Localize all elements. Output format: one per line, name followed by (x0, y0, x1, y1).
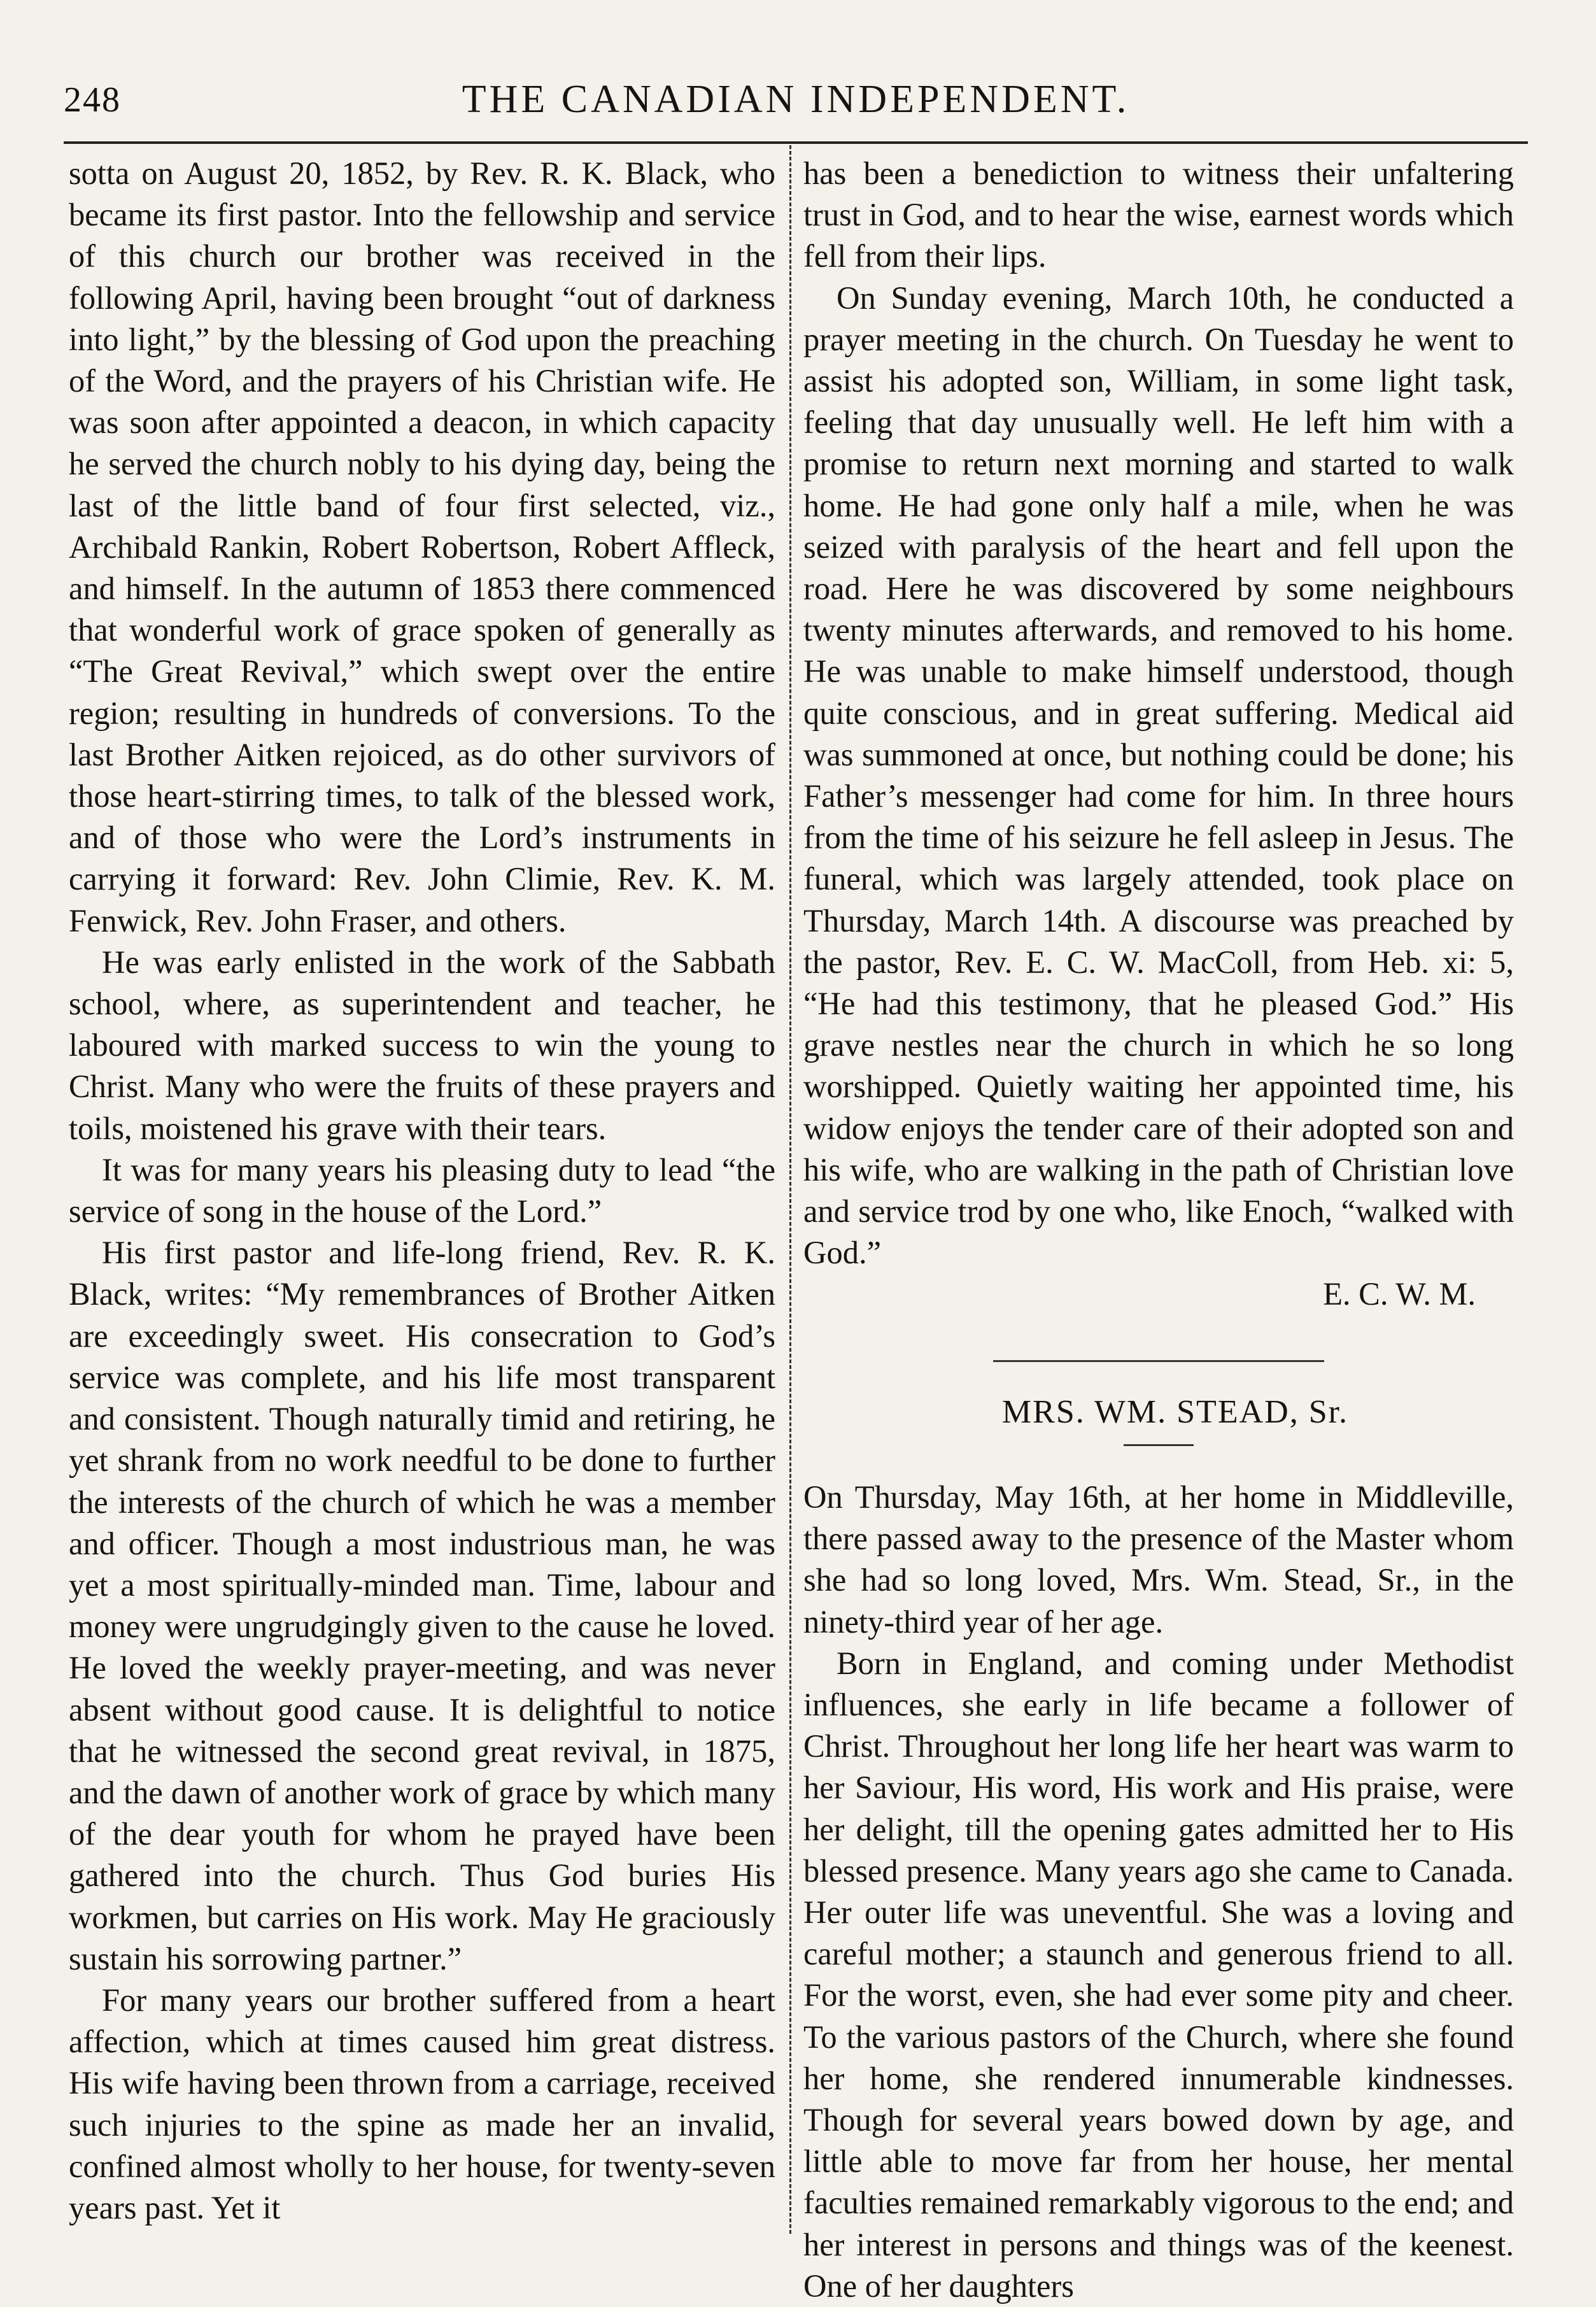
page-number: 248 (64, 80, 121, 120)
paragraph: His first pastor and life-long friend, Rev. R. K. Black, writes: “My remembrances of Brother Aitken are exceedingly sweet. His consecration to God’s service was complete, and his life most transparent and consistent. Though naturally timid and retiring, he yet shrank from no work needful to be done to further the interests of the church of which he was a member and officer. Though a most industrious man, he was yet a most spiritually-minded man. Time, labour and money were ungrudgingly given to the cause he loved. He loved the weekly prayer-meeting, and was never absent without good cause. It is delightful to notice that he witnessed the second great revival, in 1875, and the dawn of another work of grace by which many of the dear youth for whom he prayed have been gathered into the church. Thus God buries His workmen, but carries on His work. May He graciously sustain his sorrowing partner.” (69, 1235, 775, 1977)
paragraph: has been a benediction to witness their unfaltering trust in God, and to hear the wise, earnest words which fell from their lips. (803, 155, 1514, 274)
paragraph: Born in England, and coming under Methodist influences, she early in life became a follower of Christ. Throughout her long life her heart was warm to her Saviour, His word, His work and His praise, were her delight, till the opening gates admitted her to His blessed presence. Many years ago she came to Canada. Her outer life was uneventful. She was a loving and careful mother; a staunch and generous friend to all. For the worst, even, she had ever some pity and cheer. To the various pastors of the Church, where she found her home, she rendered innumerable kindnesses. Though for several years bowed down by age, and little able to move far from her house, her mental faculties remained remarkably vigorous to the end; and her interest in persons and things was of the keenest. One of her daughters (803, 1645, 1514, 2304)
obituary-title: MRS. WM. STEAD, Sr. (1001, 1393, 1349, 1430)
paragraph: sotta on August 20, 1852, by Rev. R. K. Black, who became its first pastor. Into the fellowship and service of this church our brother was received in the following April, having been brought “out of darkness into light,” by the blessing of God upon the preaching of the Word, and the prayers of his Christian wife. He was soon after appointed a deacon, in which capacity he served the church nobly to his dying day, being the last of the little band of four first selected, viz., Archibald Rankin, Robert Robertson, Robert Affleck, and himself. In the autumn of 1853 there commenced that wonderful work of grace spoken of generally as “The Great Revival,” which swept over the entire region; resulting in hundreds of conversions. To the last Brother Aitken rejoiced, as do other survivors of those heart-stirring times, to talk of the blessed work, and of those who were the Lord’s instruments in carrying it forward: Rev. John Climie, Rev. K. M. Fenwick, Rev. John Fraser, and others. (69, 155, 775, 939)
header-rule (64, 141, 1528, 144)
column-divider (789, 145, 791, 2234)
title-underline (1124, 1444, 1194, 1446)
right-column (803, 153, 1514, 2307)
journal-title: THE CANADIAN INDEPENDENT. (462, 78, 1130, 121)
left-column (69, 153, 775, 2229)
paragraph: It was for many years his pleasing duty to lead “the service of song in the house of the Lord.” (69, 1151, 775, 1230)
paragraph: For many years our brother suffered from a heart affection, which at times caused him great distress. His wife having been thrown from a carriage, received such injuries to the spine as made her an invalid, confined almost wholly to her house, for twenty-seven years past. Yet it (69, 1982, 775, 2225)
author-signature: E. C. W. M. (1323, 1276, 1476, 1312)
paragraph: He was early enlisted in the work of the Sabbath school, where, as superintendent and teacher, he laboured with marked success to win the young to Christ. Many who were the fruits of these prayers and toils, moistened his grave with their tears. (69, 944, 775, 1146)
section-divider (993, 1360, 1324, 1362)
page-header (64, 73, 1528, 143)
paragraph: On Sunday evening, March 10th, he conducted a prayer meeting in the church. On Tuesday he went to assist his adopted son, William, in some light task, feeling that day unusually well. He left him with a promise to return next morning and started to walk home. He had gone only half a mile, when he was seized with paralysis of the heart and fell upon the road. Here he was discovered by some neighbours twenty minutes afterwards, and removed to his home. He was unable to make himself understood, though quite conscious, and in great suffering. Medical aid was summoned at once, but nothing could be done; his Father’s messenger had come for him. In three hours from the time of his seizure he fell asleep in Jesus. The funeral, which was largely attended, took place on Thursday, March 14th. A discourse was preached by the pastor, Rev. E. C. W. MacColl, from Heb. xi: 5, “He had this testimony, that he pleased God.” His grave nestles near the church in which he so long worshipped. Quietly waiting her appointed time, his widow enjoys the tender care of their adopted son and his wife, who are walking in the path of Christian love and service trod by one who, like Enoch, “walked with God.” (803, 280, 1514, 1271)
paragraph: On Thursday, May 16th, at her home in Middleville, there passed away to the presence of the Master whom she had so long loved, Mrs. Wm. Stead, Sr., in the ninety-third year of her age. (803, 1479, 1514, 1640)
